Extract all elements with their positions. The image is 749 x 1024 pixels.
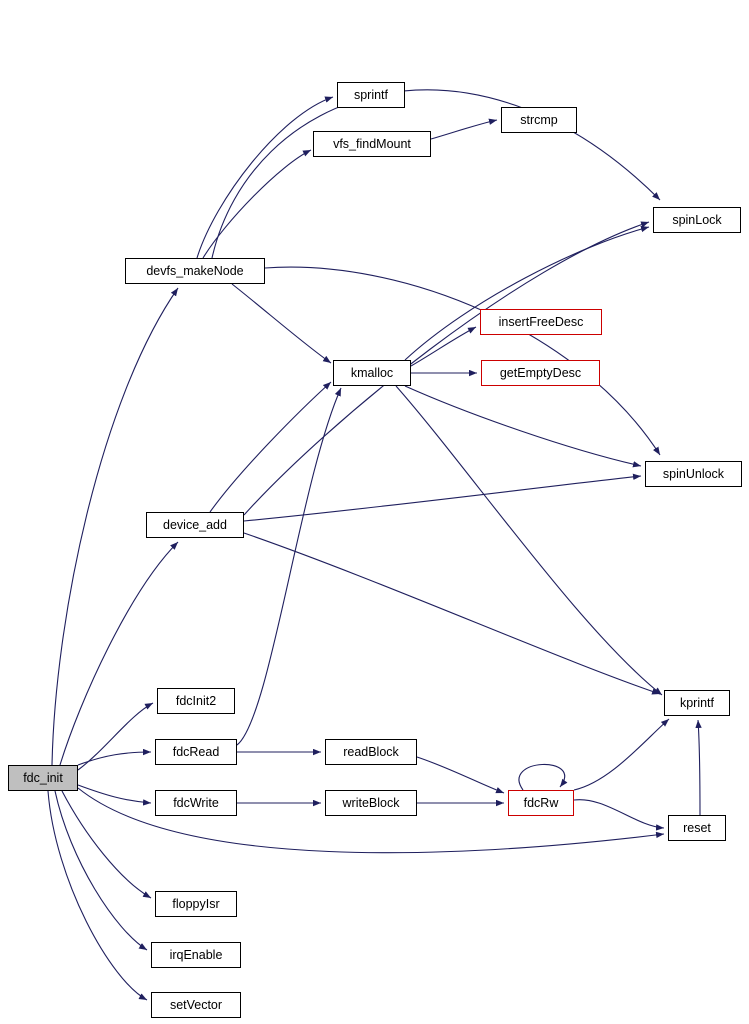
node-label: fdcRead [172, 744, 220, 759]
node-device_add[interactable] [146, 512, 244, 538]
node-floppyIsr[interactable] [155, 891, 237, 917]
edge-devfs_makeNode-spinUnlock [265, 267, 660, 455]
node-irqEnable[interactable] [151, 942, 241, 968]
node-getEmptyDesc[interactable] [481, 360, 600, 386]
node-fdcRw[interactable] [508, 790, 574, 816]
edge-fdc_init-irqEnable [55, 791, 147, 950]
node-label: reset [683, 820, 711, 835]
node-label: sprintf [353, 87, 389, 102]
node-kprintf[interactable] [664, 690, 730, 716]
edge-fdc_init-fdcRead [78, 752, 151, 765]
edge-fdc_init-fdcInit2 [78, 703, 153, 770]
node-devfs_makeNode[interactable] [125, 258, 265, 284]
node-kmalloc[interactable] [333, 360, 411, 386]
edge-device_add-kprintf [244, 533, 660, 694]
node-reset[interactable] [668, 815, 726, 841]
node-vfs_findMount[interactable] [313, 131, 431, 157]
edge-fdcRw-reset [574, 800, 664, 828]
node-label: vfs_findMount [333, 136, 411, 151]
node-writeBlock[interactable] [325, 790, 417, 816]
edge-fdc_init-fdcWrite [78, 785, 151, 803]
edge-vfs_findMount-strcmp [431, 120, 497, 139]
node-label: setVector [169, 997, 223, 1012]
node-label: getEmptyDesc [499, 365, 582, 380]
node-fdcRead[interactable] [155, 739, 237, 765]
node-label: readBlock [343, 744, 399, 759]
node-label: writeBlock [342, 795, 400, 810]
node-label: devfs_makeNode [146, 263, 244, 278]
edge-devfs_makeNode-sprintf [197, 97, 333, 258]
edge-devfs_makeNode-spinLock [212, 87, 660, 258]
edge-kmalloc-spinUnlock [405, 386, 641, 466]
node-label: fdcInit2 [175, 693, 217, 708]
node-label: strcmp [520, 112, 558, 127]
node-label: kprintf [679, 695, 715, 710]
node-fdc_init[interactable] [8, 765, 78, 791]
edge-fdcRw-self [519, 764, 565, 790]
edge-fdcRead-kmalloc [237, 388, 341, 745]
node-label: device_add [163, 517, 227, 532]
node-spinLock[interactable] [653, 207, 741, 233]
edge-fdc_init-setVector [48, 791, 147, 1000]
edge-readBlock-fdcRw [417, 757, 504, 793]
node-setVector[interactable] [151, 992, 241, 1018]
node-fdcWrite[interactable] [155, 790, 237, 816]
node-label: spinLock [672, 212, 722, 227]
node-strcmp[interactable] [501, 107, 577, 133]
edge-fdcRw-kprintf [574, 719, 669, 790]
edge-devfs_makeNode-kmalloc [232, 284, 331, 363]
node-label: spinUnlock [662, 466, 725, 481]
node-sprintf[interactable] [337, 82, 405, 108]
node-readBlock[interactable] [325, 739, 417, 765]
edge-kmalloc-kprintf [396, 386, 662, 695]
node-insertFreeDesc[interactable] [480, 309, 602, 335]
node-fdcInit2[interactable] [157, 688, 235, 714]
node-label: kmalloc [350, 365, 394, 380]
node-spinUnlock[interactable] [645, 461, 742, 487]
edge-reset-kprintf [698, 720, 700, 815]
node-label: floppyIsr [172, 896, 220, 911]
node-label: irqEnable [169, 947, 223, 962]
node-label: insertFreeDesc [498, 314, 584, 329]
node-label: fdcWrite [173, 795, 219, 810]
node-label: fdcRw [523, 795, 559, 810]
node-label: fdc_init [23, 770, 63, 785]
